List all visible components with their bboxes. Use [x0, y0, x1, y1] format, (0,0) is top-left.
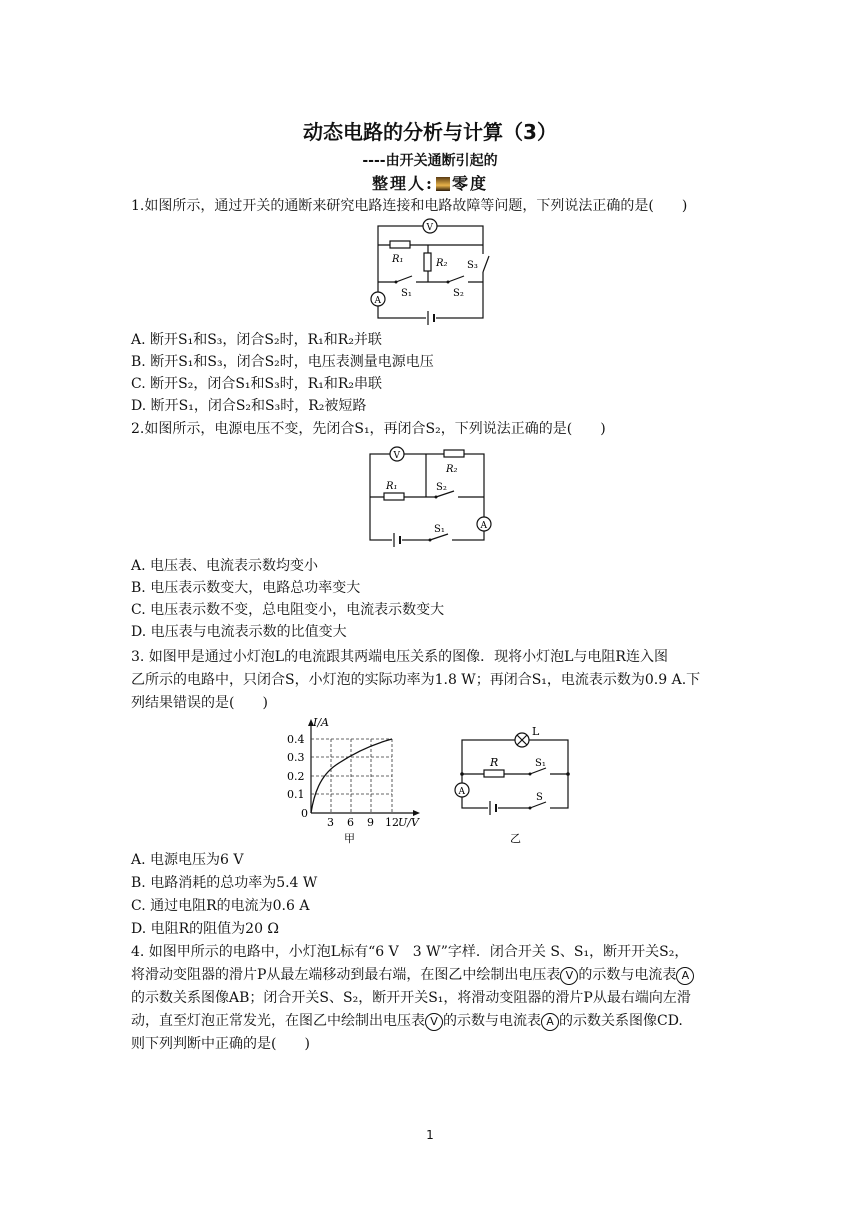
q1-ammeter-label: A: [374, 296, 381, 306]
voltmeter-icon: V: [425, 1013, 443, 1031]
q3-caption-yi: 乙: [510, 832, 521, 844]
q4-line5: 则下列判断中正确的是( ): [131, 1036, 310, 1052]
q1-r1-label: R₁: [392, 254, 404, 265]
q1-s1-label: S₁: [401, 288, 412, 299]
q2-option-d: D. 电压表与电流表示数的比值变大: [131, 624, 347, 640]
q2-stem: 2.如图所示，电源电压不变，先闭合S₁，再闭合S₂，下列说法正确的是( ): [131, 421, 606, 437]
q1-option-b: B. 断开S₁和S₃，闭合S₂时，电压表测量电源电压: [131, 354, 434, 370]
q4-line2-text-b: 的示数与电流表: [578, 967, 677, 983]
page-number: 1: [426, 1128, 434, 1142]
q1-r1-resistor: [390, 241, 410, 248]
q4-line2-text-a: 将滑动变阻器的滑片P从最左端移动到最右端，在图乙中绘制出电压表: [131, 967, 561, 983]
q2-option-c: C. 电压表示数不变，总电阻变小，电流表示数变大: [131, 602, 445, 618]
ammeter-icon: A: [541, 1013, 559, 1031]
q4-line4-text-b: 的示数与电流表: [443, 1013, 541, 1029]
author-avatar-icon: [436, 177, 450, 191]
q1-circuit-diagram: [368, 216, 493, 326]
q3-s-label: S: [536, 792, 543, 803]
q3-option-a: A. 电源电压为6 V: [131, 852, 244, 868]
ammeter-icon: A: [676, 967, 694, 985]
page-title: 动态电路的分析与计算（3）: [303, 120, 557, 144]
q3-option-d: D. 电阻R的阻值为20 Ω: [131, 921, 280, 937]
q2-r2-label: R₂: [446, 464, 458, 475]
q2-r2-resistor: [444, 450, 464, 457]
q3-s1-label: S₁: [535, 758, 546, 769]
q3-graph-ylabel: I/A: [313, 716, 329, 729]
q3-stem-line1: 3. 如图甲是通过小灯泡L的电流跟其两端电压关系的图像．现将小灯泡L与电阻R连入图: [131, 649, 668, 665]
q3-xtick-2: 9: [367, 816, 374, 829]
q3-option-c: C. 通过电阻R的电流为0.6 A: [131, 898, 310, 914]
q4-line4-text-c: 的示数关系图像CD.: [559, 1013, 683, 1029]
q1-option-d: D. 断开S₁，闭合S₂和S₃时，R₂被短路: [131, 398, 367, 414]
q2-circuit-diagram: [362, 442, 494, 550]
q1-voltmeter-label: V: [426, 223, 433, 233]
q3-lamp-label: L: [532, 726, 540, 738]
q2-option-a: A. 电压表、电流表示数均变小: [131, 558, 319, 574]
q3-ytick-0: 0.4: [287, 733, 305, 746]
q4-line3: 的示数关系图像AB；闭合开关S、S₂，断开开关S₁，将滑动变阻器的滑片P从最右端向左滑: [131, 990, 691, 1006]
q3-circuit-diagram: [452, 726, 576, 844]
q3-stem-line3: 列结果错误的是( ): [131, 695, 268, 711]
q3-iu-graph: [284, 714, 432, 846]
q3-option-b: B. 电路消耗的总功率为5.4 W: [131, 875, 318, 891]
q1-s2-label: S₂: [453, 288, 464, 299]
q2-r1-resistor: [384, 493, 404, 500]
q3-stem-line2: 乙所示的电路中，只闭合S，小灯泡的实际功率为1.8 W；再闭合S₁，电流表示数为0.9 A.下: [131, 672, 701, 688]
q3-xtick-3: 12: [385, 816, 399, 829]
q4-line1: 4. 如图甲所示的电路中，小灯泡L标有“6 V 3 W”字样．闭合开关 S、S₁，断开开关S₂，: [131, 944, 689, 960]
q1-option-a: A. 断开S₁和S₃，闭合S₂时，R₁和R₂并联: [131, 332, 382, 348]
q2-r1-label: R₁: [386, 481, 398, 492]
q1-s3-label: S₃: [467, 260, 478, 271]
author-prefix: 整理人:: [372, 174, 434, 193]
q3-xtick-0: 3: [327, 816, 334, 829]
q4-line4: [131, 1011, 731, 1031]
q3-r-resistor: [484, 770, 504, 777]
q2-option-b: B. 电压表示数变大，电路总功率变大: [131, 580, 361, 596]
q2-voltmeter-label: V: [393, 451, 400, 461]
page-subtitle: ----由开关通断引起的: [362, 153, 498, 169]
author-name: 零度: [451, 174, 488, 193]
q4-line4-text-a: 动，直至灯泡正常发光，在图乙中绘制出电压表: [131, 1013, 425, 1029]
q3-ytick-1: 0.3: [287, 751, 305, 764]
q1-stem: 1.如图所示，通过开关的通断来研究电路连接和电路故障等问题，下列说法正确的是( ): [131, 198, 688, 214]
author-line: [0, 171, 860, 194]
q3-ytick-3: 0.1: [287, 788, 305, 801]
q2-ammeter-label: A: [480, 521, 487, 531]
q3-ammeter-label: A: [458, 787, 465, 797]
voltmeter-icon: V: [560, 967, 578, 985]
q3-ytick-2: 0.2: [287, 770, 305, 783]
q1-option-c: C. 断开S₂，闭合S₁和S₃时，R₁和R₂串联: [131, 376, 383, 392]
q4-line2: [131, 965, 731, 985]
q1-r2-resistor: [424, 253, 431, 271]
q3-ytick-4: 0: [301, 807, 308, 820]
q3-xtick-1: 6: [347, 816, 354, 829]
q2-s2-label: S₂: [436, 482, 447, 493]
q3-r-label: R: [490, 756, 499, 769]
q3-graph-xlabel: U/V: [398, 816, 419, 829]
q3-caption-jia: 甲: [344, 832, 355, 845]
q2-s1-label: S₁: [434, 524, 445, 535]
q1-r2-label: R₂: [436, 258, 448, 269]
